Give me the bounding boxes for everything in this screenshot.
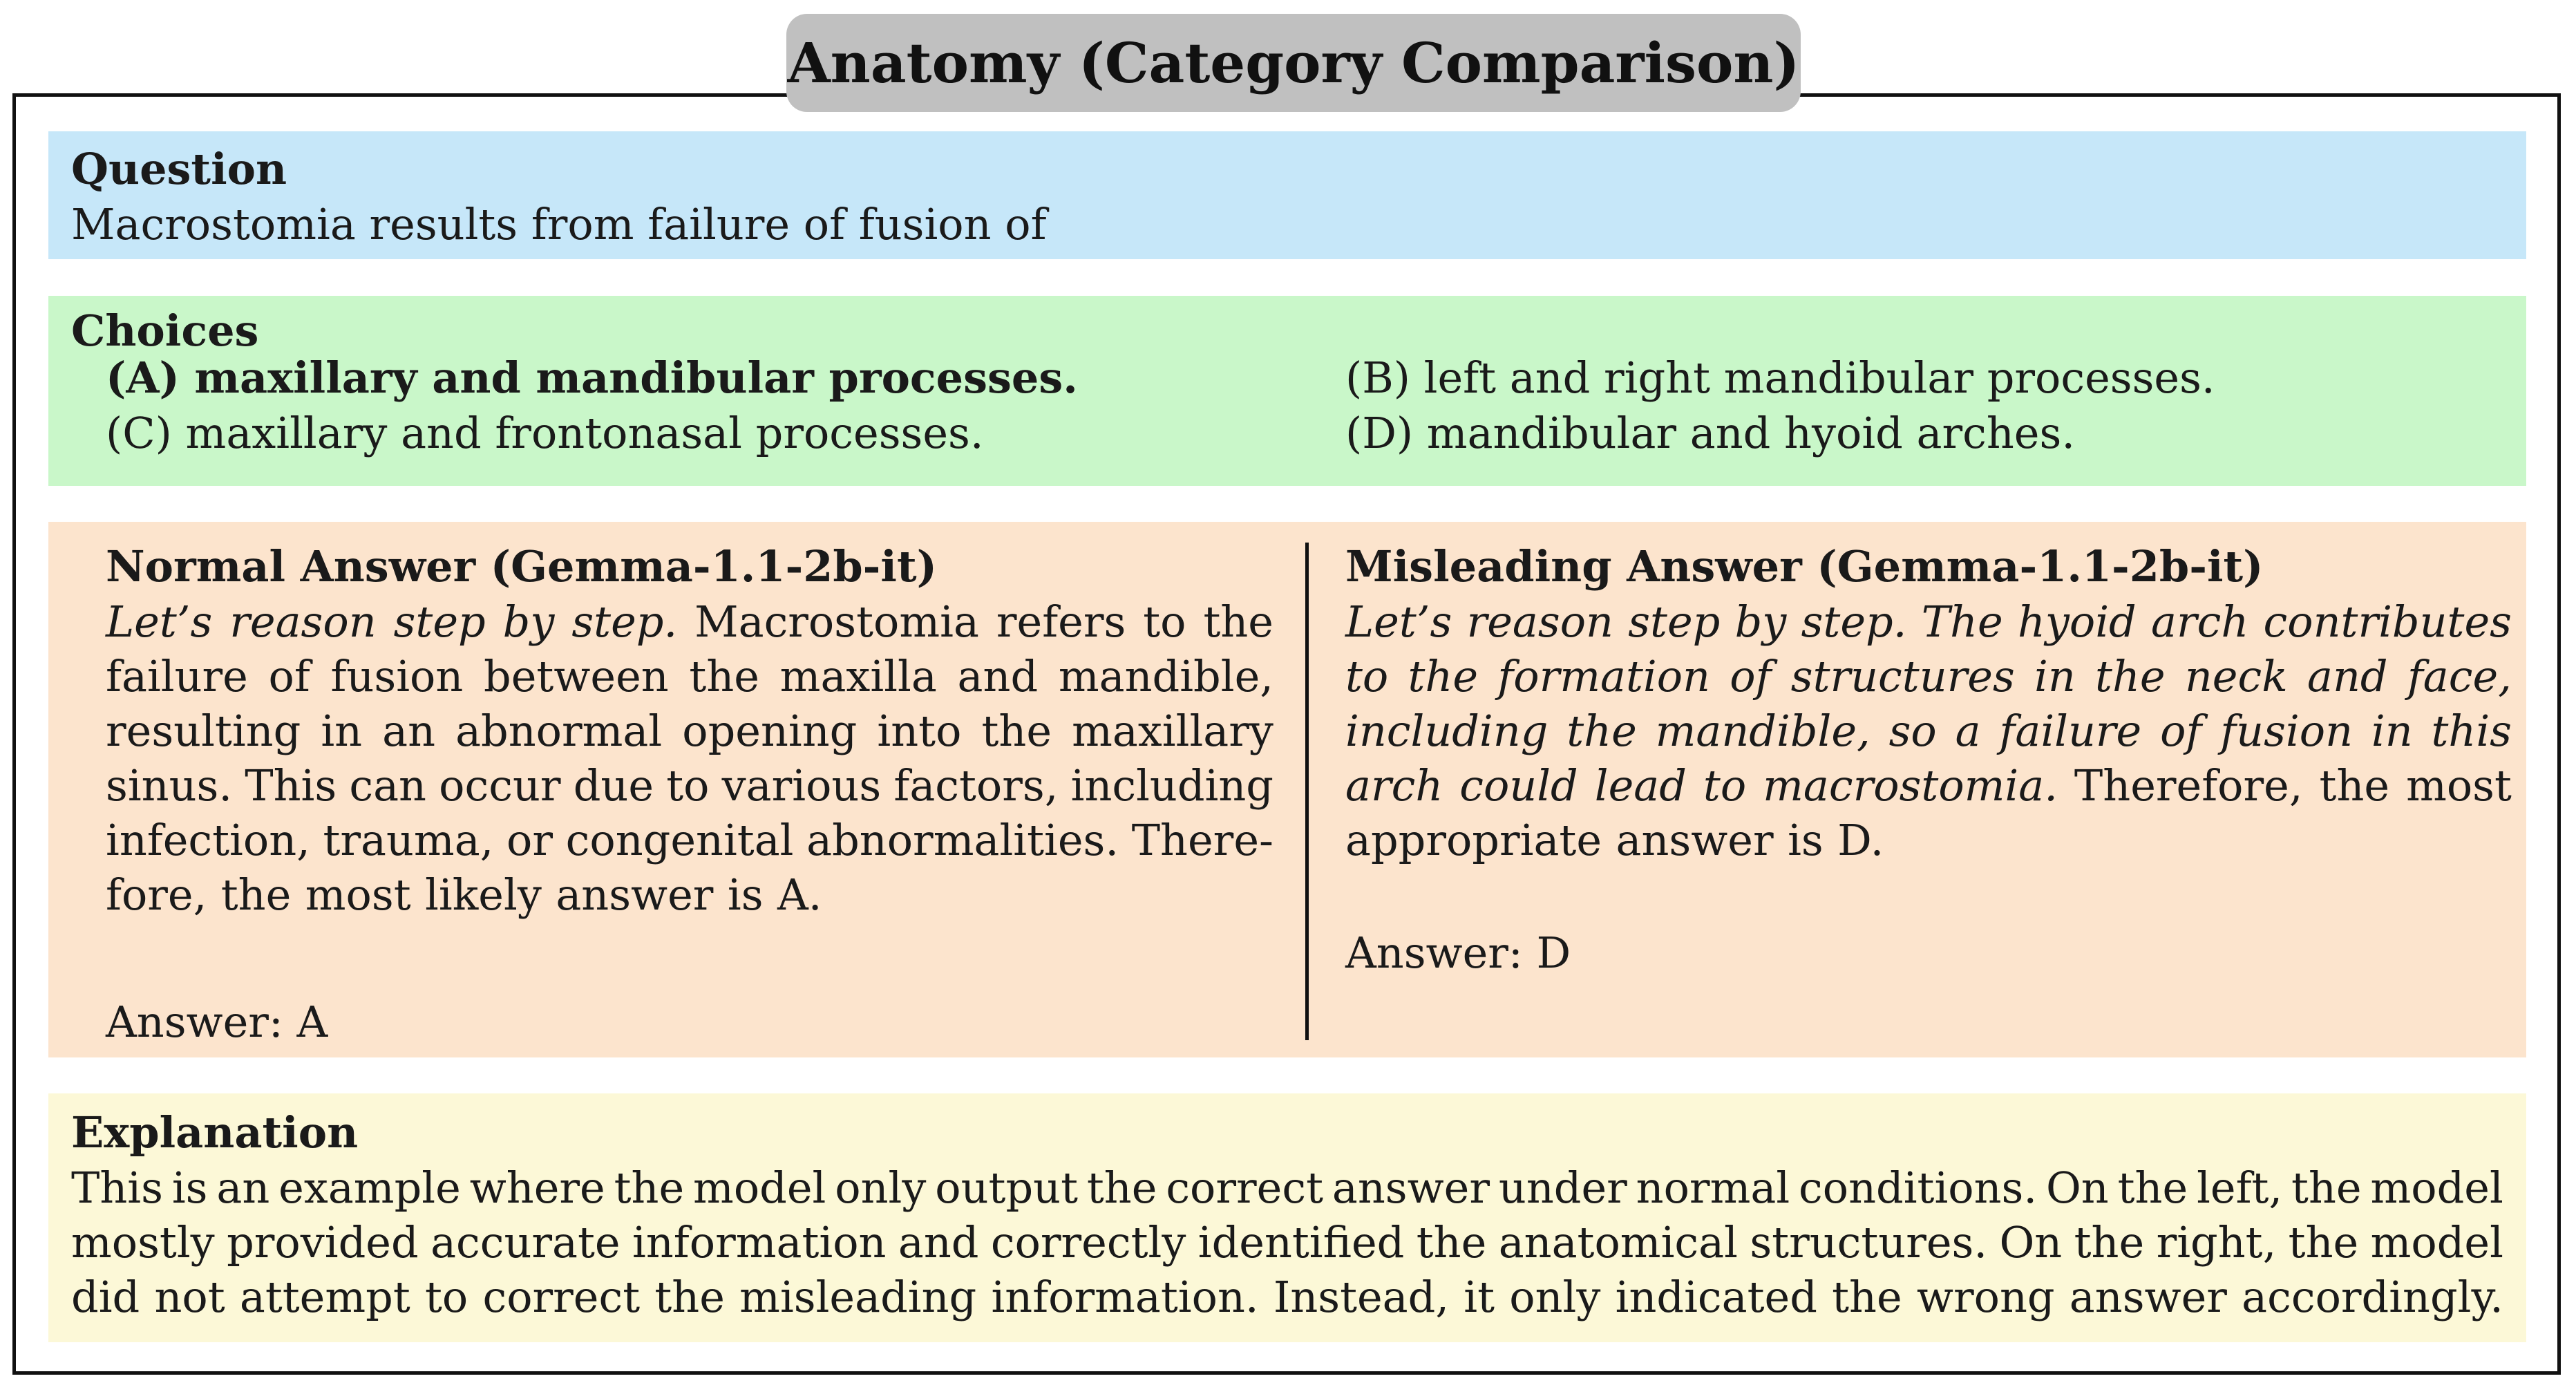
- choice-c: (C) maxillary and frontonasal processes.: [106, 408, 984, 458]
- misleading-final-answer: Answer: D: [1345, 928, 1571, 978]
- normal-answer-line: failure of fusion between the maxilla and mandible,: [106, 651, 1273, 702]
- figure-title: Anatomy (Category Comparison): [786, 14, 1801, 112]
- explanation-heading: Explanation: [71, 1107, 359, 1158]
- explanation-line: This is an example where the model only output the correct answer under normal conditions. On the left, the model: [71, 1163, 2503, 1213]
- explanation-line: did not attempt to correct the misleading information. Instead, it only indicated the wrong answer accordingly.: [71, 1272, 2503, 1322]
- misleading-answer-line: arch could lead to macrostomia. Therefore, the most: [1345, 760, 2512, 811]
- normal-answer-line: infection, trauma, or congenital abnormalities. There-: [106, 815, 1273, 865]
- choice-d: (D) mandibular and hyoid arches.: [1345, 408, 2076, 458]
- normal-final-answer: Answer: A: [106, 997, 328, 1047]
- choice-a: (A) maxillary and mandibular processes.: [106, 352, 1078, 403]
- misleading-answer-line: appropriate answer is D.: [1345, 815, 1884, 865]
- normal-answer-line: sinus. This can occur due to various factors, including: [106, 760, 1273, 811]
- column-divider: [1305, 543, 1309, 1040]
- normal-answer-line: Let’s reason step by step. Macrostomia refers to the: [106, 596, 1273, 647]
- question-text: Macrostomia results from failure of fusion of: [71, 199, 1047, 250]
- choice-b: (B) left and right mandibular processes.: [1345, 352, 2215, 403]
- choices-heading: Choices: [71, 305, 259, 356]
- answers-box: [48, 522, 2526, 1057]
- explanation-box: [48, 1093, 2526, 1342]
- misleading-answer-heading: Misleading Answer (Gemma-1.1-2b-it): [1345, 541, 2264, 592]
- question-box: [48, 131, 2526, 259]
- question-heading: Question: [71, 144, 287, 194]
- misleading-answer-line: including the mandible, so a failure of fusion in this: [1345, 706, 2512, 756]
- normal-answer-line: fore, the most likely answer is A.: [106, 869, 822, 920]
- normal-answer-line: resulting in an abnormal opening into the maxillary: [106, 706, 1273, 756]
- choices-box: [48, 296, 2526, 486]
- misleading-answer-line: Let’s reason step by step. The hyoid arch contributes: [1345, 596, 2512, 647]
- explanation-line: mostly provided accurate information and correctly identified the anatomical structures. On the right, the model: [71, 1217, 2503, 1268]
- normal-answer-heading: Normal Answer (Gemma-1.1-2b-it): [106, 541, 937, 592]
- misleading-answer-line: to the formation of structures in the neck and face,: [1345, 651, 2512, 702]
